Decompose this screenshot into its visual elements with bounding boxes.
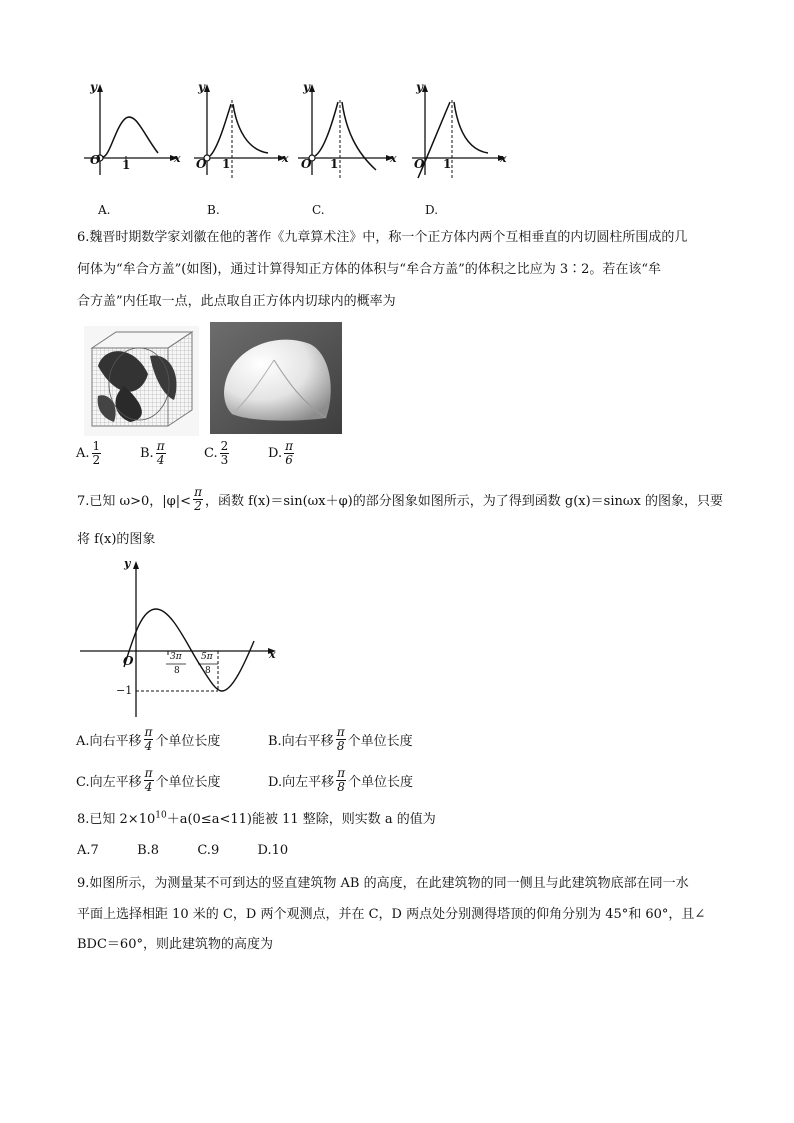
- q5-option-d[interactable]: D.: [425, 203, 439, 217]
- graph-a-x-label: x: [174, 152, 181, 165]
- q6-option-a[interactable]: [76, 440, 103, 467]
- graph-b: [194, 84, 286, 178]
- graph-d-x-label: x: [500, 152, 507, 165]
- q5-option-c[interactable]: C.: [312, 203, 325, 217]
- q7-tick2-num: 5π: [201, 652, 213, 662]
- q7-stem-part-b: ，函数 f(x)＝sin(ωx＋φ)的部分图象如图所示，为了得到函数 g(x)＝sinωx 的图象，只要: [204, 494, 723, 509]
- q8-options: [77, 843, 288, 859]
- graph-b-origin-label: O: [196, 157, 207, 171]
- graph-b-x-label: x: [282, 152, 289, 165]
- q7-option-c-label: C.向左平移: [76, 775, 142, 790]
- q9-stem-line-2: 平面上选择相距 10 米的 C，D 两个观测点，并在 C，D 两点处分别测得塔顶的仰角分别为 45°和 60°，且∠: [77, 907, 706, 922]
- q7-stem-line-2: 将 f(x)的图象: [77, 532, 156, 547]
- q7-stem-frac-num: π: [194, 485, 202, 499]
- q7-option-b-num: π: [336, 725, 345, 739]
- q6-mouhefanggai-figure: [210, 322, 342, 434]
- graph-d-one-label: 1: [443, 157, 452, 171]
- q6-option-b-label: B.: [140, 446, 154, 461]
- graph-d-origin-label: O: [414, 157, 425, 171]
- q9-stem-line-3: BDC＝60°，则此建筑物的高度为: [77, 937, 273, 952]
- q7-option-d[interactable]: [268, 767, 413, 794]
- q6-option-b[interactable]: [140, 440, 168, 467]
- q7-stem-line-1: [77, 486, 723, 513]
- q7-stem-frac-den: 2: [194, 499, 202, 513]
- q7-option-b-den: 8: [336, 739, 345, 753]
- q7-option-c-num: π: [144, 766, 153, 780]
- q7-option-a-den: 4: [144, 739, 153, 753]
- q6-option-c-den: 3: [220, 453, 229, 467]
- q7-stem-part-a: 7.已知 ω>0，|φ|<: [77, 494, 192, 509]
- q7-option-a[interactable]: [76, 726, 220, 753]
- q8-option-c[interactable]: C.9: [197, 843, 220, 858]
- q5-option-b[interactable]: B.: [207, 203, 220, 217]
- q8-stem-part-b: ＋a(0≤a<11)能被 11 整除，则实数 a 的值为: [166, 812, 436, 827]
- graph-c-one-label: 1: [330, 157, 339, 171]
- q7-option-d-num: π: [337, 766, 345, 780]
- q6-option-c[interactable]: [204, 440, 231, 467]
- q7-graph-origin-label: O: [123, 654, 134, 668]
- graph-b-y-label: y: [198, 80, 205, 94]
- q7-option-c-suffix: 个单位长度: [155, 775, 221, 790]
- q7-graph-y-label: y: [124, 557, 131, 570]
- q7-option-d-den: 8: [337, 780, 345, 794]
- q6-option-a-den: 2: [92, 453, 101, 467]
- graph-c: [298, 84, 394, 178]
- q7-graph-minus-one: −1: [116, 684, 133, 697]
- q5-option-a[interactable]: A.: [98, 203, 111, 217]
- q8-option-b[interactable]: B.8: [137, 843, 160, 858]
- q6-option-a-label: A.: [76, 446, 90, 461]
- q8-option-a[interactable]: A.7: [77, 843, 99, 858]
- q7-tick1-den: 8: [174, 666, 180, 676]
- q7-option-c[interactable]: [76, 767, 221, 794]
- q7-tick2-den: 8: [205, 666, 211, 676]
- q7-option-a-num: π: [144, 725, 153, 739]
- q6-stem-line-2: 何体为“牟合方盖”(如图)，通过计算得知正方体的体积与“牟合方盖”的体积之比应为 3∶2。若在该“牟: [77, 262, 662, 277]
- q6-option-c-num: 2: [220, 439, 229, 453]
- q6-option-d-label: D.: [268, 446, 283, 461]
- q7-option-a-label: A.向右平移: [76, 734, 142, 749]
- graph-c-origin-label: O: [301, 157, 312, 171]
- q7-option-d-suffix: 个单位长度: [347, 775, 413, 790]
- graph-a-y-label: y: [90, 80, 97, 94]
- q7-option-b-suffix: 个单位长度: [347, 734, 413, 749]
- q7-graph-x-label: x: [269, 648, 276, 661]
- q6-option-a-num: 1: [92, 439, 101, 453]
- q5-graphs: [70, 80, 520, 188]
- q8-option-d[interactable]: D.10: [257, 843, 289, 858]
- q7-option-c-den: 4: [144, 780, 153, 794]
- q6-stem-line-1: 6.魏晋时期数学家刘徽在他的著作《九章算术注》中，称一个正方体内两个互相垂直的内切圆柱所围成的几: [77, 230, 688, 245]
- q7-sine-graph: [76, 555, 296, 723]
- graph-d-y-label: y: [416, 80, 423, 94]
- q8-stem-exponent: 10: [155, 810, 167, 821]
- q7-option-d-label: D.向左平移: [268, 775, 335, 790]
- graph-d: [412, 84, 506, 178]
- q6-option-d-den: 6: [285, 453, 293, 467]
- q9-stem-line-1: 9.如图所示，为测量某不可到达的竖直建筑物 AB 的高度，在此建筑物的同一侧且与此建筑物底部在同一水: [77, 876, 689, 891]
- q7-option-a-suffix: 个单位长度: [155, 734, 221, 749]
- q6-option-d[interactable]: [268, 440, 296, 467]
- graph-b-one-label: 1: [222, 157, 231, 171]
- graph-a-one-label: 1: [122, 158, 131, 172]
- q6-option-b-den: 4: [156, 453, 165, 467]
- q8-stem-part-a: 8.已知 2×10: [77, 812, 156, 827]
- q7-option-b[interactable]: [268, 726, 413, 753]
- q8-stem: [77, 812, 436, 828]
- q6-option-b-num: π: [156, 439, 165, 453]
- q7-tick1-num: 3π: [170, 652, 182, 662]
- q7-option-b-label: B.向右平移: [268, 734, 334, 749]
- q6-option-c-label: C.: [204, 446, 218, 461]
- graph-c-x-label: x: [390, 152, 397, 165]
- graph-a-origin-label: O: [90, 153, 101, 167]
- graph-c-y-label: y: [303, 80, 310, 94]
- q6-option-d-num: π: [285, 439, 293, 453]
- q6-cube-figure: [84, 326, 199, 436]
- q6-stem-line-3: 合方盖”内任取一点，此点取自正方体内切球内的概率为: [77, 294, 396, 309]
